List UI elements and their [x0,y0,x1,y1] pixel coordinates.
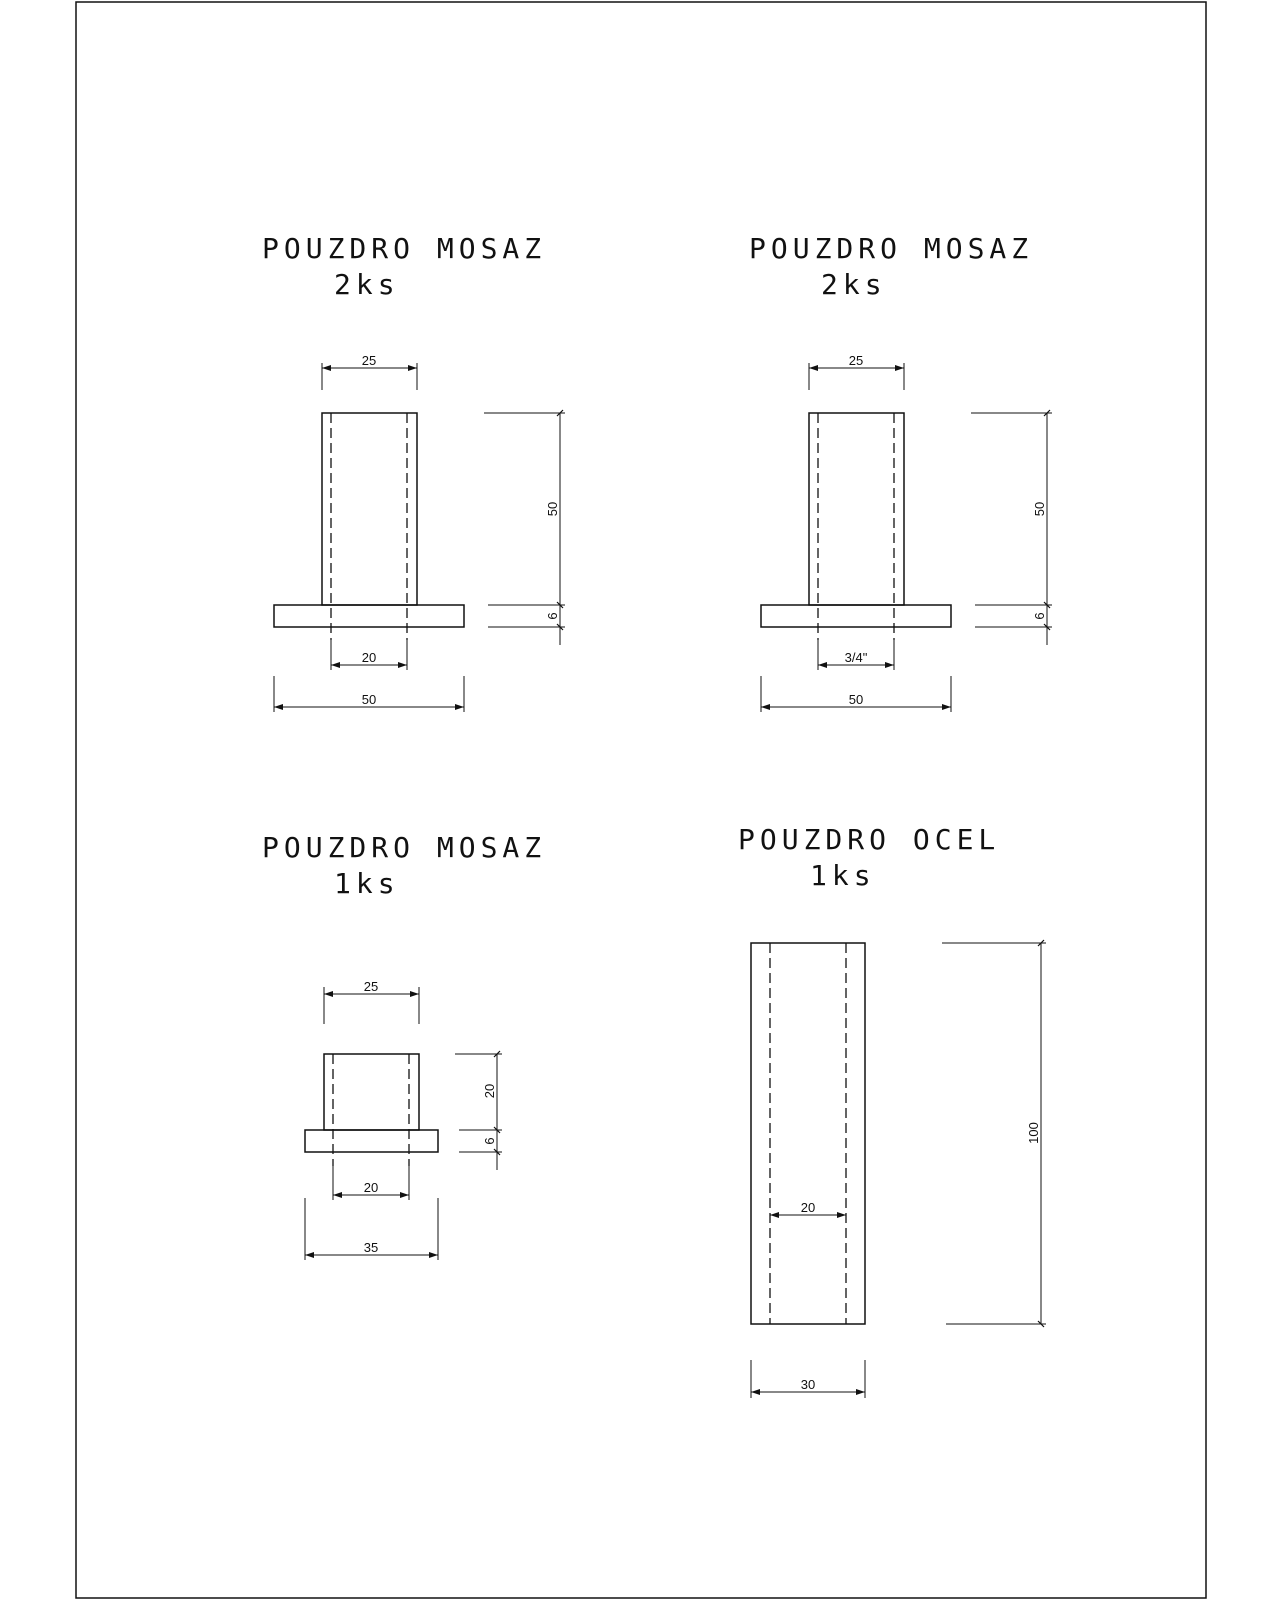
sheet-border [76,2,1206,1598]
part-2-title: POUZDRO MOSAZ [749,232,1034,265]
part-2-sleeve [809,413,904,605]
part-2-flange [761,605,951,627]
part-3-bushing-drawing [262,831,546,1260]
part-3-sleeve [324,1054,419,1130]
part-2-bushing-drawing [749,232,1052,712]
part-1-top-width-label: 25 [361,353,377,368]
part-4-dim-bore [770,1200,846,1218]
part-2-height-label: 50 [1032,501,1047,517]
part-3-height-label: 20 [482,1083,497,1099]
part-2-quantity: 2ks [821,268,887,301]
part-4-dim-height [942,940,1046,1327]
part-2-dim-height [971,410,1052,645]
part-3-dim-height [455,1051,502,1170]
part-2-dim-bore [818,640,894,670]
part-3-flange [305,1130,438,1152]
part-2-flange-thickness-label: 6 [1032,612,1047,620]
part-1-dim-bore [331,640,407,670]
part-1-dim-top-width [322,353,417,390]
part-2-bore-label: 3/4" [844,650,868,665]
part-2-dim-top-width [809,353,904,390]
part-3-dim-bore [333,1166,409,1200]
part-1-bushing-drawing [262,232,565,712]
part-4-dim-width [751,1360,865,1398]
part-3-bore-label: 20 [363,1180,379,1195]
part-1-flange-thickness-label: 6 [545,612,560,620]
part-1-dim-flange-width [274,676,464,712]
part-1-quantity: 2ks [334,268,400,301]
part-2-dim-flange-width [761,676,951,712]
part-2-flange-width-label: 50 [848,692,864,707]
part-3-flange-thickness-label: 6 [482,1137,497,1145]
part-1-height-label: 50 [545,501,560,517]
part-4-quantity: 1ks [810,859,876,892]
part-3-flange-width-label: 35 [363,1240,379,1255]
part-4-title: POUZDRO OCEL [738,823,1001,856]
part-3-quantity: 1ks [334,867,400,900]
part-1-flange-width-label: 50 [361,692,377,707]
part-4-bushing-drawing [738,823,1046,1398]
part-4-bore-label: 20 [800,1200,816,1215]
part-1-flange [274,605,464,627]
part-3-dim-flange-width [305,1198,438,1260]
part-4-width-label: 30 [800,1377,816,1392]
part-4-tube [751,943,865,1324]
part-3-dim-top-width [324,979,419,1024]
part-2-top-width-label: 25 [848,353,864,368]
part-4-height-label: 100 [1026,1122,1041,1144]
part-1-dim-height [484,410,565,645]
part-3-title: POUZDRO MOSAZ [262,831,547,864]
part-1-bore-label: 20 [361,650,377,665]
part-1-title: POUZDRO MOSAZ [262,232,547,265]
part-3-top-width-label: 25 [363,979,379,994]
part-1-sleeve [322,413,417,605]
